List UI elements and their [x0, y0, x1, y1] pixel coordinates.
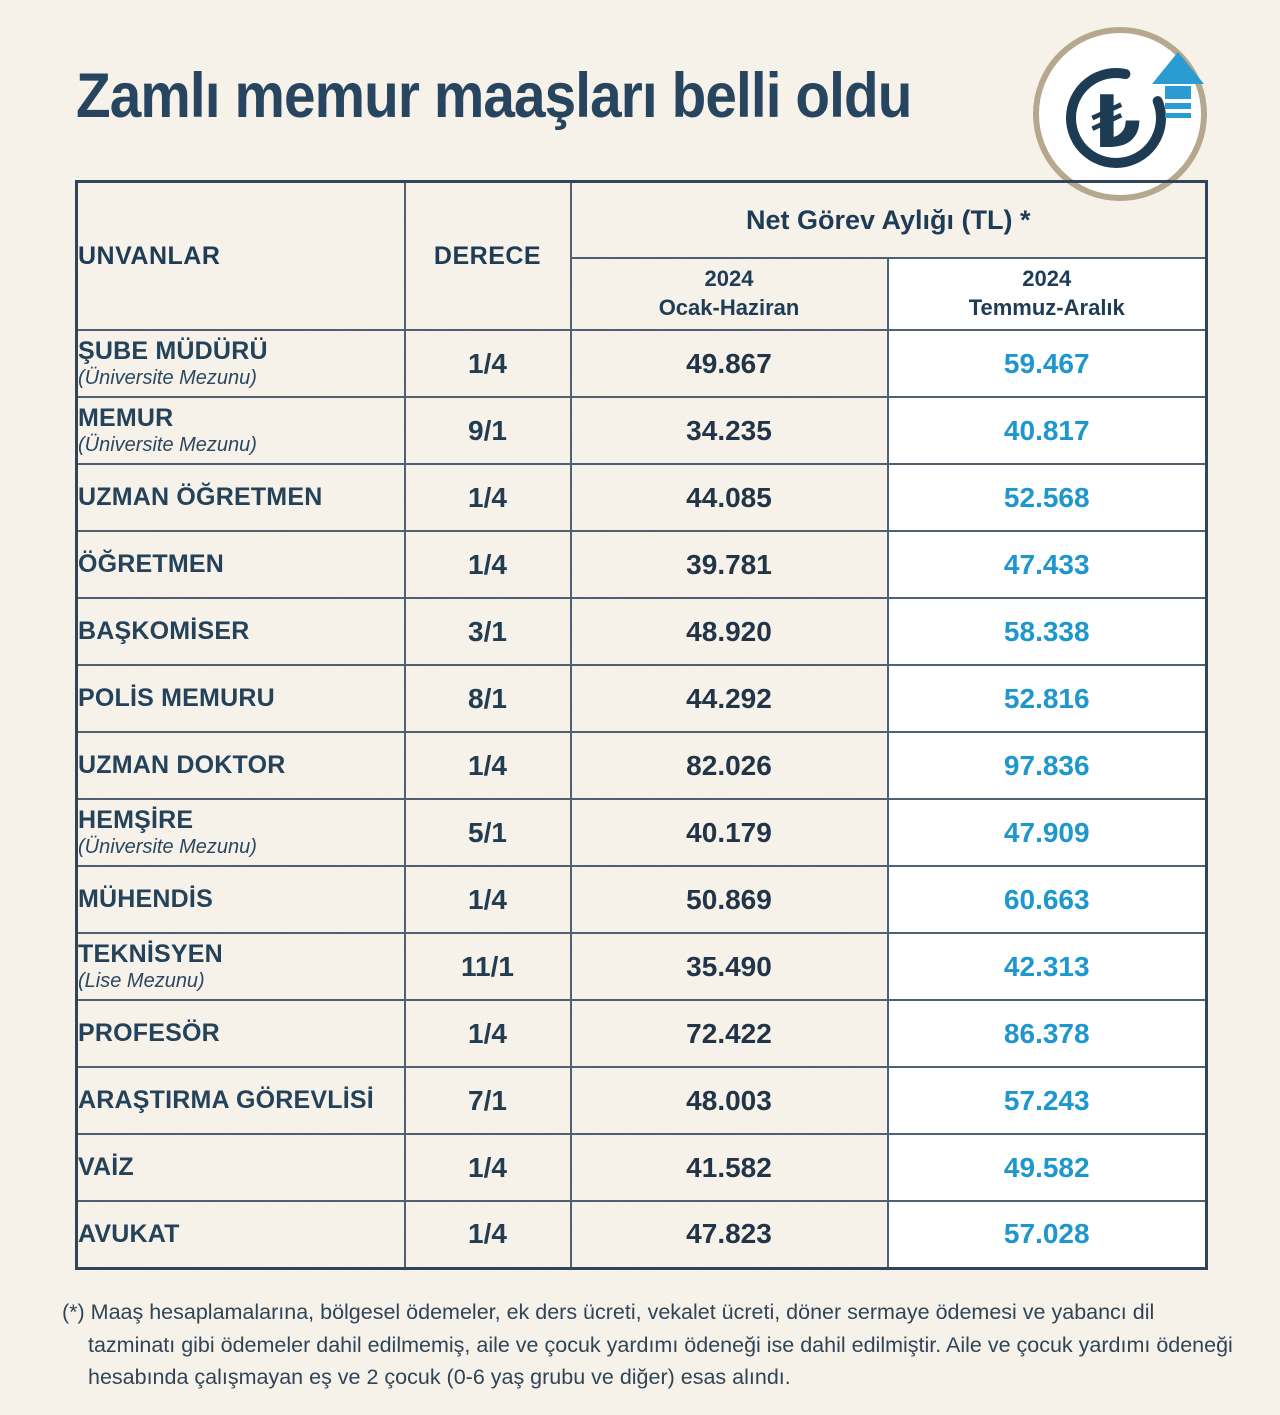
table-row — [77, 531, 1207, 598]
derece-value: 1/4 — [405, 464, 571, 531]
table-row — [77, 464, 1207, 531]
salary-jul-dec: 60.663 — [888, 866, 1207, 933]
table-row — [77, 732, 1207, 799]
derece-value: 9/1 — [405, 397, 571, 464]
salary-jan-jun: 34.235 — [571, 397, 888, 464]
job-title-cell — [77, 866, 405, 933]
page-title: Zamlı memur maaşları belli oldu — [76, 61, 912, 131]
period2-year: 2024 — [1022, 266, 1072, 292]
salary-table — [75, 180, 1208, 1270]
salary-jan-jun: 47.823 — [571, 1201, 888, 1268]
job-subtitle: (Üniversite Mezunu) — [78, 433, 257, 456]
table-row — [77, 933, 1207, 1000]
derece-value: 11/1 — [405, 933, 571, 1000]
job-title: MEMUR — [78, 403, 174, 432]
salary-jul-dec: 57.243 — [888, 1067, 1207, 1134]
salary-jan-jun: 48.920 — [571, 598, 888, 665]
salary-jul-dec: 58.338 — [888, 598, 1207, 665]
table-row — [77, 665, 1207, 732]
derece-value: 1/4 — [405, 1000, 571, 1067]
salary-jan-jun: 72.422 — [571, 1000, 888, 1067]
salary-jan-jun: 35.490 — [571, 933, 888, 1000]
job-title: POLİS MEMURU — [78, 684, 275, 712]
job-title: TEKNİSYEN — [78, 939, 223, 968]
job-title-cell — [77, 933, 405, 1000]
job-title-cell — [77, 464, 405, 531]
table-row — [77, 1201, 1207, 1268]
job-title: MÜHENDİS — [78, 885, 213, 913]
column-header-derece: DERECE — [405, 182, 571, 331]
job-title-cell — [77, 1000, 405, 1067]
job-title-cell — [77, 799, 405, 866]
lira-increase-icon — [1032, 26, 1208, 202]
column-header-unvanlar: UNVANLAR — [77, 182, 405, 331]
derece-value: 1/4 — [405, 531, 571, 598]
salary-jan-jun: 49.867 — [571, 330, 888, 397]
table-row — [77, 598, 1207, 665]
salary-jul-dec: 57.028 — [888, 1201, 1207, 1268]
derece-value: 1/4 — [405, 330, 571, 397]
job-title-cell — [77, 1201, 405, 1268]
job-title: ARAŞTIRMA GÖREVLİSİ — [78, 1086, 374, 1114]
salary-jul-dec: 49.582 — [888, 1134, 1207, 1201]
salary-jul-dec: 47.909 — [888, 799, 1207, 866]
table-row — [77, 330, 1207, 397]
job-title: ŞUBE MÜDÜRÜ — [78, 336, 268, 365]
job-title-cell — [77, 397, 405, 464]
period1-year: 2024 — [704, 266, 754, 292]
column-header-2024-ocak-haziran — [571, 258, 888, 330]
salary-jan-jun: 44.292 — [571, 665, 888, 732]
salary-jul-dec: 40.817 — [888, 397, 1207, 464]
job-title: UZMAN ÖĞRETMEN — [78, 483, 323, 511]
period1-label: Ocak-Haziran — [658, 295, 800, 320]
job-title: HEMŞİRE — [78, 805, 194, 834]
job-title-cell — [77, 732, 405, 799]
table-row — [77, 1000, 1207, 1067]
job-subtitle: (Lise Mezunu) — [78, 969, 205, 992]
salary-jan-jun: 41.582 — [571, 1134, 888, 1201]
table-row — [77, 866, 1207, 933]
job-title: ÖĞRETMEN — [78, 550, 225, 578]
salary-jul-dec: 47.433 — [888, 531, 1207, 598]
job-title: UZMAN DOKTOR — [78, 751, 286, 779]
derece-value: 3/1 — [405, 598, 571, 665]
column-header-2024-temmuz-aralik — [888, 258, 1207, 330]
salary-jul-dec: 52.568 — [888, 464, 1207, 531]
table-row — [77, 397, 1207, 464]
job-subtitle: (Üniversite Mezunu) — [78, 835, 257, 858]
derece-value: 1/4 — [405, 866, 571, 933]
job-subtitle: (Üniversite Mezunu) — [78, 366, 257, 389]
salary-jan-jun: 50.869 — [571, 866, 888, 933]
job-title-cell — [77, 598, 405, 665]
derece-value: 7/1 — [405, 1067, 571, 1134]
salary-jan-jun: 39.781 — [571, 531, 888, 598]
derece-value: 1/4 — [405, 1134, 571, 1201]
salary-jan-jun: 48.003 — [571, 1067, 888, 1134]
salary-jan-jun: 40.179 — [571, 799, 888, 866]
job-title-cell — [77, 1134, 405, 1201]
salary-table-header — [77, 182, 1207, 331]
salary-jul-dec: 59.467 — [888, 330, 1207, 397]
derece-value: 8/1 — [405, 665, 571, 732]
job-title: VAİZ — [78, 1153, 134, 1181]
job-title: AVUKAT — [78, 1219, 180, 1248]
job-title: PROFESÖR — [78, 1019, 220, 1047]
job-title-cell — [77, 330, 405, 397]
period2-label: Temmuz-Aralık — [968, 295, 1125, 320]
table-row — [77, 1067, 1207, 1134]
derece-value: 1/4 — [405, 1201, 571, 1268]
job-title: BAŞKOMİSER — [78, 617, 250, 645]
footnote-text: (*) Maaş hesaplamalarına, bölgesel ödemeler, ek ders ücreti, vekalet ücreti, döner sermaye ödemesi ve yabancı dil tazminatı gibi ödemeler dahil edilmemiş, aile ve çocuk yardımı ödeneği ise dahil edilmiştir. Aile ve çocuk yardımı ödeneği hesabında çalışmayan eş ve 2 çocuk (0-6 yaş grubu ve diğer) esas alındı. — [62, 1300, 1233, 1390]
derece-value: 1/4 — [405, 732, 571, 799]
job-title-cell — [77, 531, 405, 598]
table-row — [77, 1134, 1207, 1201]
job-title-cell — [77, 665, 405, 732]
derece-value: 5/1 — [405, 799, 571, 866]
salary-jan-jun: 82.026 — [571, 732, 888, 799]
column-header-net-gorev-ayligi: Net Görev Aylığı (TL) * — [571, 182, 1207, 259]
salary-jul-dec: 52.816 — [888, 665, 1207, 732]
salary-jul-dec: 86.378 — [888, 1000, 1207, 1067]
salary-table-body — [77, 330, 1207, 1268]
salary-jul-dec: 97.836 — [888, 732, 1207, 799]
lira-symbol: ₺ — [1090, 80, 1142, 164]
salary-jan-jun: 44.085 — [571, 464, 888, 531]
table-row — [77, 799, 1207, 866]
salary-jul-dec: 42.313 — [888, 933, 1207, 1000]
job-title-cell — [77, 1067, 405, 1134]
